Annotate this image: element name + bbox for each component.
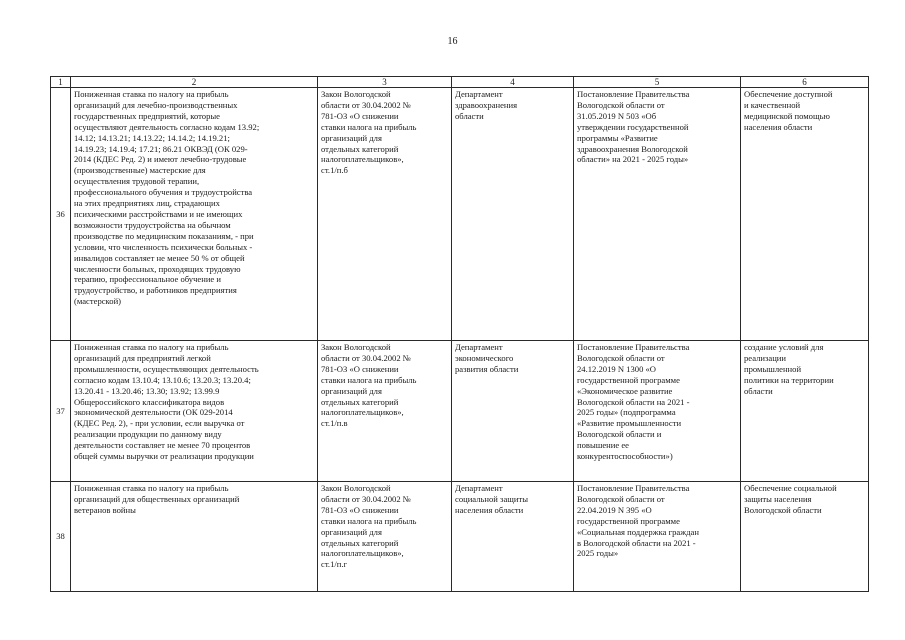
benefit-description: Пониженная ставка по налогу на прибыль организаций для предприятий легкой промышленности, осуществляющих деятельность согласно кодам 13.10.4; 13.10.6; 13.20.3; 13.20.4; 13.20.41 - 13.20.46; 13.30; 13.92; 13.99.9 Общероссийского классификатора видов экономической деятельности (ОК 029-2014 (КДЕС Ред. 2), - при условии, если выручка от реализации продукции по данному виду деятельности составляет не менее 70 процентов общей суммы выручки от реализации продукции: [71, 341, 318, 482]
row-number: 37: [51, 341, 71, 482]
header-cell-3: 3: [318, 77, 452, 88]
tax-benefits-table: [50, 76, 869, 592]
header-cell-2: 2: [71, 77, 318, 88]
benefit-description: Пониженная ставка по налогу на прибыль организаций для лечебно-производственных государственных предприятий, которые осуществляют деятельность согласно кодам 13.92; 14.12; 14.13.21; 14.13.22; 14.14.2; 14.19.21; 14.19.23; 14.19.4; 17.21; 86.21 ОКВЭД (ОК 029- 2014 (КДЕС Ред. 2) и имеют лечебно-трудовые (производственные) мастерские для осуществления трудовой терапии, профессионального обучения и трудоустройства на этих предприятиях лиц, страдающих психическими расстройствами и не имеющих возможности трудоустройства на обычном производстве по медицинским показаниям, - при условии, что численность психически больных - инвалидов составляет не менее 50 % от общей численности больных, проходящих трудовую терапию, профессиональное обучение и трудоустройство, и работников предприятия (мастерской): [71, 88, 318, 341]
header-cell-4: 4: [452, 77, 574, 88]
responsible-department: Департамент экономического развития области: [452, 341, 574, 482]
table-row: [51, 482, 869, 592]
responsible-department: Департамент социальной защиты населения области: [452, 482, 574, 592]
table-row: [51, 88, 869, 341]
header-cell-1: 1: [51, 77, 71, 88]
header-row: [51, 77, 869, 88]
program-goal: создание условий для реализации промышленной политики на территории области: [741, 341, 869, 482]
legal-basis: Закон Вологодской области от 30.04.2002 № 781-ОЗ «О снижении ставки налога на прибыль организаций для отдельных категорий налогоплательщиков», ст.1/п.б: [318, 88, 452, 341]
government-program: Постановление Правительства Вологодской области от 24.12.2019 N 1300 «О государственной программе «Экономическое развитие Вологодской области на 2021 - 2025 годы» (подпрограмма «Развитие промышленности Вологодской области и повышение ее конкурентоспособности»): [574, 341, 741, 482]
header-cell-5: 5: [574, 77, 741, 88]
program-goal: Обеспечение доступной и качественной медицинской помощью населения области: [741, 88, 869, 341]
legal-basis: Закон Вологодской области от 30.04.2002 № 781-ОЗ «О снижении ставки налога на прибыль организаций для отдельных категорий налогоплательщиков», ст.1/п.в: [318, 341, 452, 482]
benefit-description: Пониженная ставка по налогу на прибыль организаций для общественных организаций ветеранов войны: [71, 482, 318, 592]
responsible-department: Департамент здравоохранения области: [452, 88, 574, 341]
header-cell-6: 6: [741, 77, 869, 88]
row-number: 38: [51, 482, 71, 592]
government-program: Постановление Правительства Вологодской области от 22.04.2019 N 395 «О государственной программе «Социальная поддержка граждан в Вологодской области на 2021 - 2025 годы»: [574, 482, 741, 592]
table-row: [51, 341, 869, 482]
government-program: Постановление Правительства Вологодской области от 31.05.2019 N 503 «Об утверждении государственной программы «Развитие здравоохранения Вологодской области» на 2021 - 2025 годы»: [574, 88, 741, 341]
legal-basis: Закон Вологодской области от 30.04.2002 № 781-ОЗ «О снижении ставки налога на прибыль организаций для отдельных категорий налогоплательщиков», ст.1/п.г: [318, 482, 452, 592]
program-goal: Обеспечение социальной защиты населения Вологодской области: [741, 482, 869, 592]
page-number: 16: [447, 36, 458, 47]
row-number: 36: [51, 88, 71, 341]
